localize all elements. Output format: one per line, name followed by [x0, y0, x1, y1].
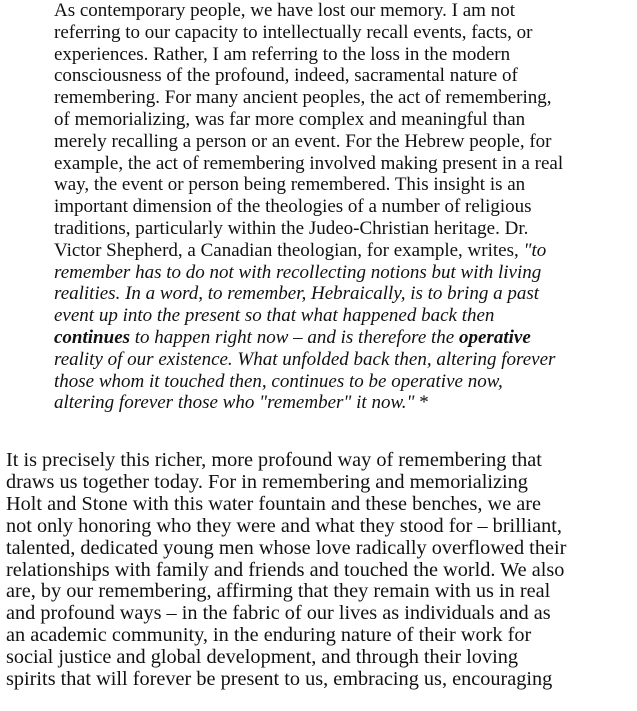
text-line: [54, 174, 634, 196]
text-run: relationships with family and friends and touched the world. We also: [6, 558, 565, 581]
text-line: [54, 65, 634, 87]
text-line: [6, 647, 634, 669]
italic-run: to happen right now – and is therefore the: [130, 326, 459, 348]
text-run: *: [419, 392, 429, 414]
text-line: [54, 44, 634, 66]
text-line: [54, 262, 634, 284]
italic-run: those whom it touched then, continues to be operative now,: [54, 370, 503, 392]
text-run: social justice and global development, and through their loving: [6, 646, 518, 669]
text-line: [54, 283, 634, 305]
text-run: merely recalling a person or an event. For the Hebrew people, for: [54, 130, 552, 152]
text-run: As contemporary people, we have lost our memory. I am not: [54, 0, 515, 21]
text-line: [54, 196, 634, 218]
text-line: [54, 371, 634, 393]
text-line: [54, 349, 634, 371]
text-run: an academic community, in the enduring nature of their work for: [6, 624, 532, 647]
text-run: It is precisely this richer, more profound way of remembering that: [6, 449, 542, 471]
text-run: referring to our capacity to intellectually recall events, facts, or: [54, 21, 533, 43]
text-line: [54, 22, 634, 44]
text-line: [54, 109, 634, 131]
text-line: [6, 516, 634, 538]
italic-run: event up into the present so that what happened back then: [54, 305, 495, 327]
italic-run: realities. In a word, to remember, Hebraically, is to bring a past: [54, 283, 540, 305]
text-run: traditions, particularly within the Judeo-Christian heritage. Dr.: [54, 217, 529, 239]
text-run: of memorializing, was far more complex and meaningful than: [54, 108, 526, 130]
text-line: [6, 450, 634, 472]
text-line: [6, 494, 634, 516]
text-run: way, the event or person being remembered. This insight is an: [54, 174, 526, 196]
text-line: [54, 327, 634, 349]
italic-run: altering forever those who "remember" it now.": [54, 392, 420, 414]
text-line: [54, 305, 634, 327]
italic-run: remember has to do not with recollecting notions but with living: [54, 261, 542, 283]
body-paragraph: [6, 450, 634, 691]
text-line: [54, 87, 634, 109]
text-run: consciousness of the profound, indeed, sacramental nature of: [54, 65, 518, 87]
text-line: [54, 131, 634, 153]
text-line: [54, 392, 634, 414]
text-run: remembering. For many ancient peoples, the act of remembering,: [54, 87, 552, 109]
text-run: draws us together today. For in remembering and memorializing: [6, 470, 528, 493]
italic-run: reality of our existence. What unfolded back then, altering forever: [54, 348, 556, 370]
text-line: [6, 669, 634, 691]
text-line: [6, 625, 634, 647]
text-run: spirits that will forever be present to us, embracing us, encouraging: [6, 668, 553, 691]
text-line: [6, 560, 634, 582]
text-line: [6, 581, 634, 603]
text-line: [54, 0, 634, 22]
text-line: [54, 240, 634, 262]
indented-quote-paragraph: [54, 0, 634, 414]
text-run: not only honoring who they were and what they stood for – brilliant,: [6, 514, 562, 537]
text-line: [6, 603, 634, 625]
bold-italic-run: operative: [459, 326, 531, 348]
text-run: Victor Shepherd, a Canadian theologian, for example, writes,: [54, 239, 524, 261]
text-line: [6, 472, 634, 494]
bold-italic-run: continues: [54, 326, 131, 348]
text-run: important dimension of the theologies of a number of religious: [54, 196, 532, 218]
text-run: example, the act of remembering involved making present in a real: [54, 152, 564, 174]
text-run: talented, dedicated young men whose love radically overflowed their: [6, 536, 567, 559]
text-run: experiences. Rather, I am referring to the loss in the modern: [54, 43, 511, 65]
text-run: are, by our remembering, affirming that they remain with us in real: [6, 580, 551, 603]
text-run: and profound ways – in the fabric of our lives as individuals and as: [6, 602, 551, 625]
text-line: [54, 218, 634, 240]
text-line: [54, 153, 634, 175]
italic-run: "to: [523, 239, 547, 261]
text-run: Holt and Stone with this water fountain and these benches, we are: [6, 492, 542, 515]
text-line: [6, 538, 634, 560]
